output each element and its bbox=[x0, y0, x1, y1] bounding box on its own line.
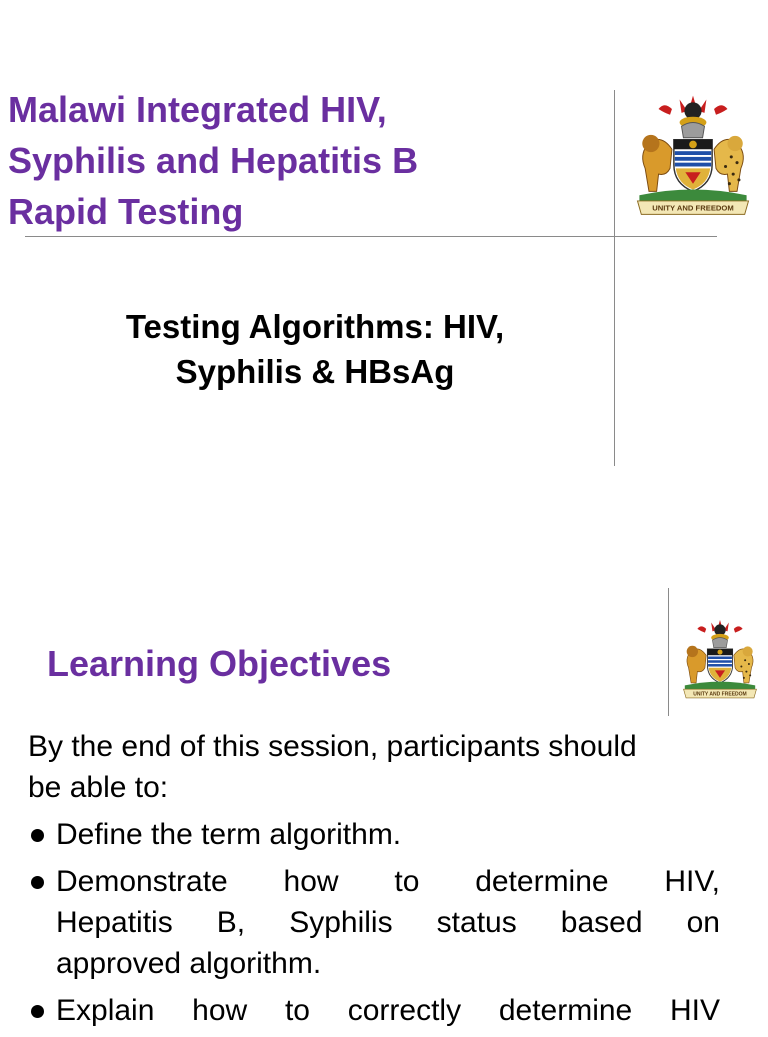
bullet-icon bbox=[31, 876, 44, 889]
intro-line: By the end of this session, participants should bbox=[28, 730, 637, 763]
title-line: Rapid Testing bbox=[8, 191, 244, 232]
subtitle-line: Testing Algorithms: HIV, bbox=[125, 308, 505, 345]
presentation-subtitle bbox=[40, 304, 590, 394]
list-item bbox=[28, 990, 720, 1031]
objectives-list bbox=[28, 814, 720, 1031]
bullet-icon bbox=[31, 1005, 44, 1018]
vertical-divider bbox=[668, 588, 669, 716]
svg-text:UNITY AND FREEDOM: UNITY AND FREEDOM bbox=[652, 203, 734, 213]
list-item bbox=[28, 814, 720, 855]
list-item bbox=[28, 861, 720, 984]
list-item-text: Hepatitis B, Syphilis status based on bbox=[56, 906, 720, 939]
vertical-divider bbox=[614, 90, 615, 466]
list-item-text: Explain how to correctly determine HIV bbox=[56, 994, 720, 1027]
title-line: Malawi Integrated HIV, bbox=[8, 89, 387, 130]
list-item-text: Define the term algorithm. bbox=[56, 818, 402, 851]
section-title: Learning Objectives bbox=[47, 643, 392, 684]
subtitle-line: Syphilis & HBsAg bbox=[175, 353, 455, 390]
list-item-text: Demonstrate how to determine HIV, bbox=[56, 865, 720, 898]
bullet-icon bbox=[31, 829, 44, 842]
title-line: Syphilis and Hepatitis B bbox=[8, 140, 419, 181]
slide-learning-objectives bbox=[0, 560, 768, 1027]
objectives-body bbox=[28, 726, 720, 1037]
list-item-text: approved algorithm. bbox=[56, 947, 322, 980]
malawi-coat-of-arms-logo bbox=[676, 610, 764, 708]
intro-text bbox=[28, 726, 720, 808]
presentation-title bbox=[8, 84, 588, 237]
svg-text:UNITY AND FREEDOM: UNITY AND FREEDOM bbox=[693, 691, 747, 698]
malawi-coat-of-arms-logo bbox=[626, 88, 760, 222]
intro-line: be able to: bbox=[28, 771, 169, 804]
